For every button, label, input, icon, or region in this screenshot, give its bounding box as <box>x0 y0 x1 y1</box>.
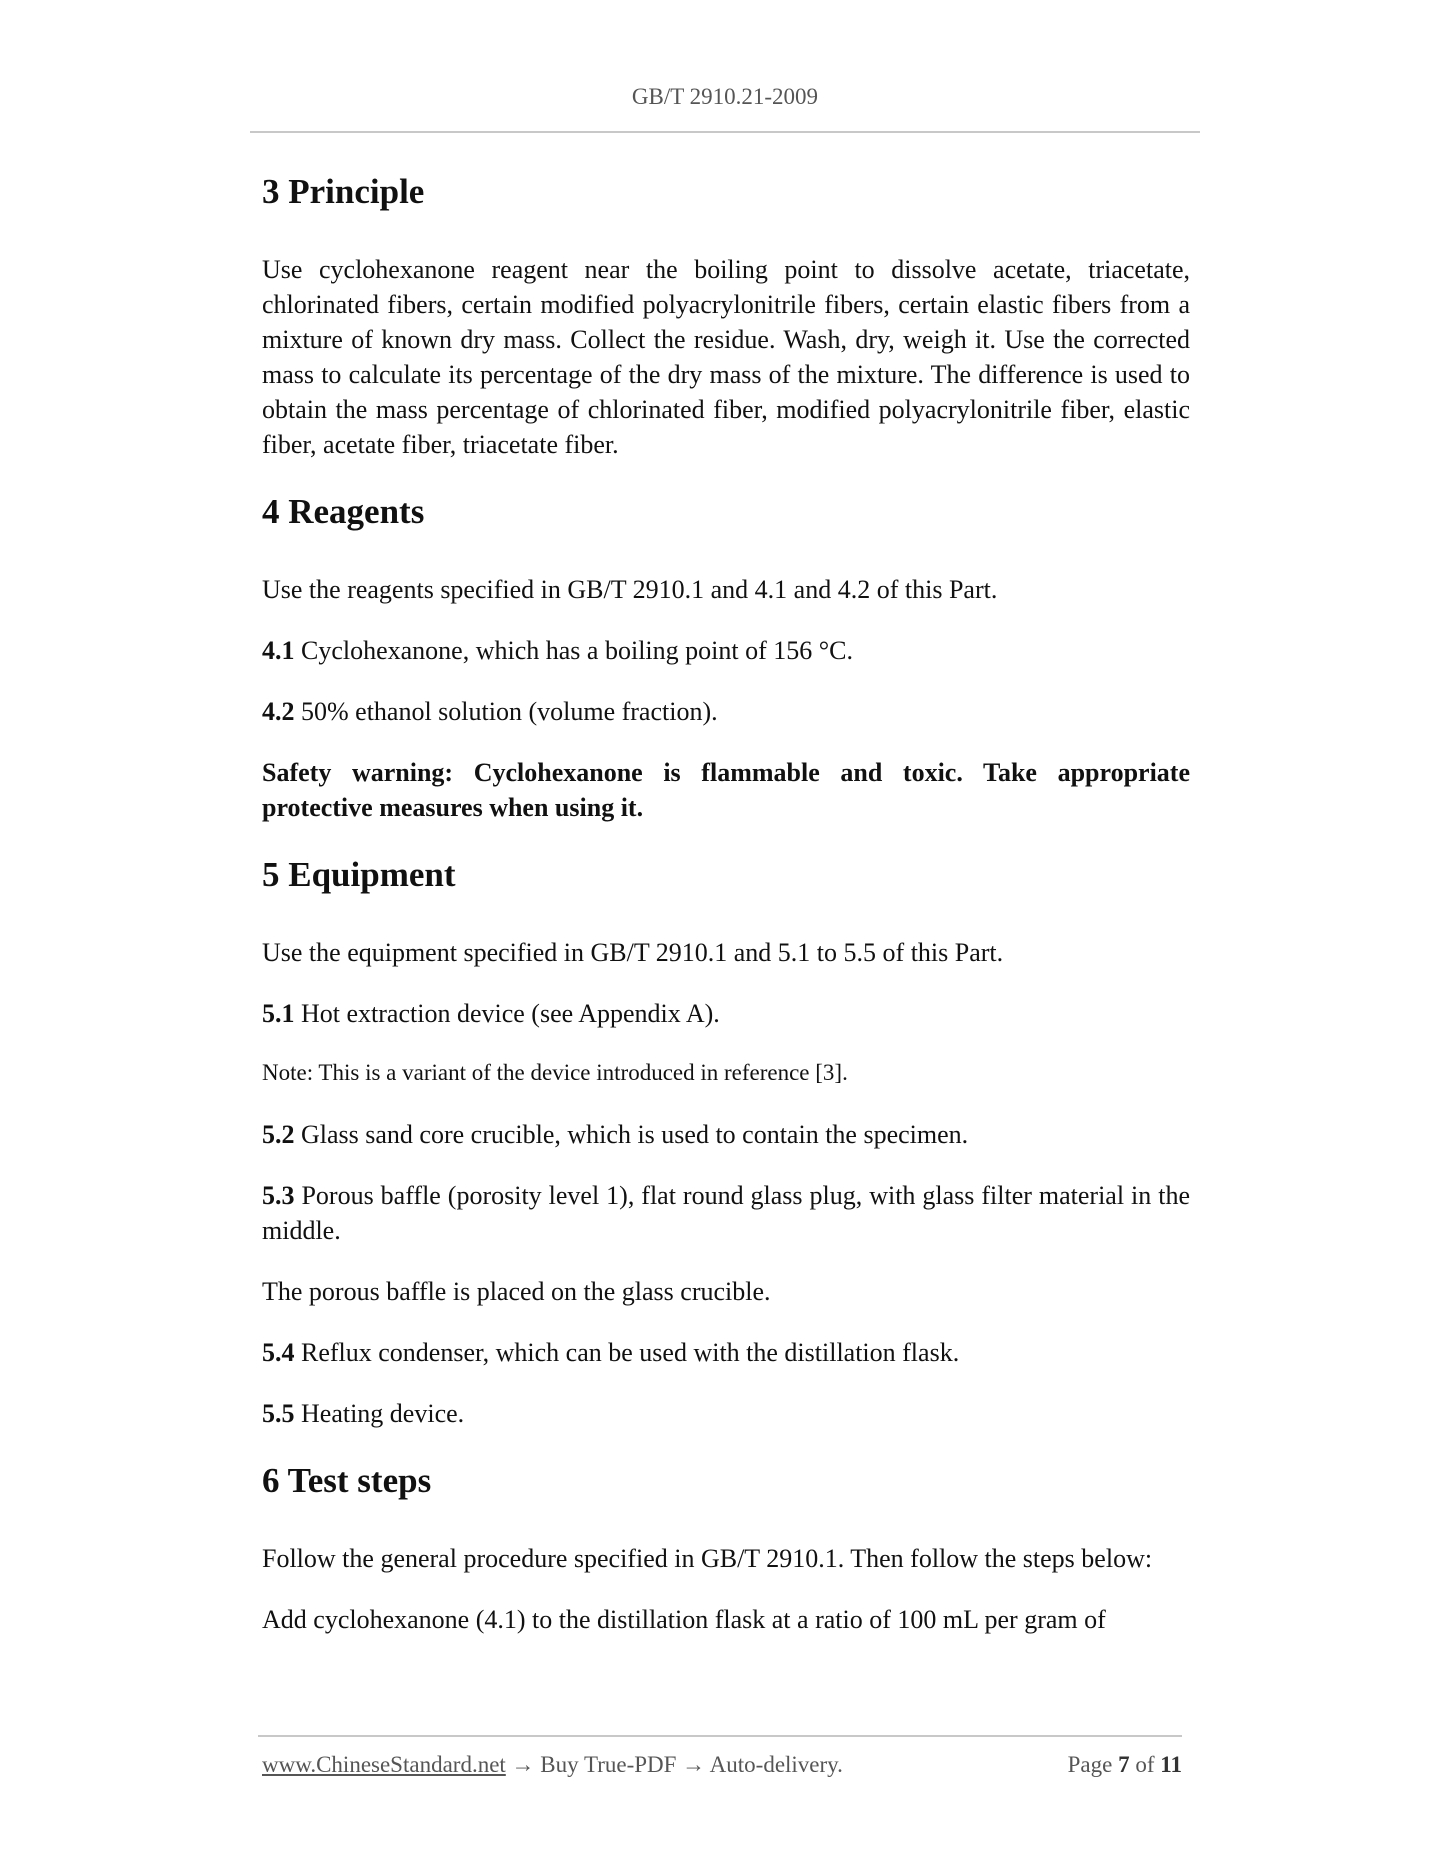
equipment-item-5-3 <box>262 1178 1190 1248</box>
clause-text: Heating device. <box>294 1399 465 1428</box>
clause-number: 5.5 <box>262 1399 295 1428</box>
clause-text: Reflux condenser, which can be used with the distillation flask. <box>294 1338 960 1367</box>
clause-number: 4.1 <box>262 636 295 665</box>
footer-promo <box>262 1752 843 1778</box>
reagent-item-4-1 <box>262 633 1190 668</box>
footer-promo-text: → Buy True-PDF → Auto-delivery. <box>505 1752 843 1777</box>
clause-text: Porous baffle (porosity level 1), flat round glass plug, with glass filter material in the middle. <box>262 1181 1190 1245</box>
test-steps-paragraph: Add cyclohexanone (4.1) to the distillation flask at a ratio of 100 mL per gram of <box>262 1605 1106 1634</box>
equipment-item-5-1 <box>262 996 1190 1031</box>
clause-text: Hot extraction device (see Appendix A). <box>294 999 720 1028</box>
section-reagents <box>262 488 1190 825</box>
equipment-item-5-4 <box>262 1335 1190 1370</box>
footer-divider <box>258 1735 1182 1737</box>
reagents-intro: Use the reagents specified in GB/T 2910.1 and 4.1 and 4.2 of this Part. <box>262 575 998 604</box>
section-heading-principle: 3 Principle <box>262 172 425 211</box>
section-principle <box>262 168 1190 462</box>
equipment-note: Note: This is a variant of the device introduced in reference [3]. <box>262 1060 848 1085</box>
document-body <box>262 168 1190 1663</box>
section-test-steps <box>262 1457 1190 1637</box>
safety-warning: Safety warning: Cyclohexanone is flammable and toxic. Take appropriate protective measures when using it. <box>262 758 1190 822</box>
clause-number: 5.2 <box>262 1120 295 1149</box>
page-number <box>1068 1752 1182 1778</box>
header-divider <box>250 131 1200 133</box>
page-current: 7 <box>1118 1752 1130 1777</box>
test-steps-intro: Follow the general procedure specified in GB/T 2910.1. Then follow the steps below: <box>262 1544 1153 1573</box>
clause-number: 5.1 <box>262 999 295 1028</box>
clause-number: 5.4 <box>262 1338 295 1367</box>
section-heading-equipment: 5 Equipment <box>262 855 456 894</box>
section-heading-test-steps: 6 Test steps <box>262 1461 432 1500</box>
equipment-item-5-2 <box>262 1117 1190 1152</box>
page-total: 11 <box>1160 1752 1182 1777</box>
principle-paragraph: Use cyclohexanone reagent near the boiling point to dissolve acetate, triacetate, chlorinated fibers, certain modified polyacrylonitrile fibers, certain elastic fibers from a mixture of known dry mass. Collect the residue. Wash, dry, weigh it. Use the corrected mass to calculate its percentage of the dry mass of the mixture. The difference is used to obtain the mass percentage of chlorinated fiber, modified polyacrylonitrile fiber, elastic fiber, acetate fiber, triacetate fiber. <box>262 255 1190 459</box>
equipment-item-5-5 <box>262 1396 1190 1431</box>
clause-text: 50% ethanol solution (volume fraction). <box>294 697 718 726</box>
equipment-intro: Use the equipment specified in GB/T 2910.1 and 5.1 to 5.5 of this Part. <box>262 938 1004 967</box>
section-heading-reagents: 4 Reagents <box>262 492 425 531</box>
clause-text: Cyclohexanone, which has a boiling point of 156 °C. <box>294 636 853 665</box>
site-link[interactable]: www.ChineseStandard.net <box>262 1752 506 1777</box>
baffle-paragraph: The porous baffle is placed on the glass crucible. <box>262 1277 771 1306</box>
of-label: of <box>1129 1752 1161 1777</box>
page-header-title: GB/T 2910.21-2009 <box>631 84 819 109</box>
reagent-item-4-2 <box>262 694 1190 729</box>
clause-text: Glass sand core crucible, which is used to contain the specimen. <box>294 1120 969 1149</box>
section-equipment <box>262 851 1190 1431</box>
clause-number: 4.2 <box>262 697 295 726</box>
clause-number: 5.3 <box>262 1181 295 1210</box>
page-label: Page <box>1067 1752 1119 1777</box>
